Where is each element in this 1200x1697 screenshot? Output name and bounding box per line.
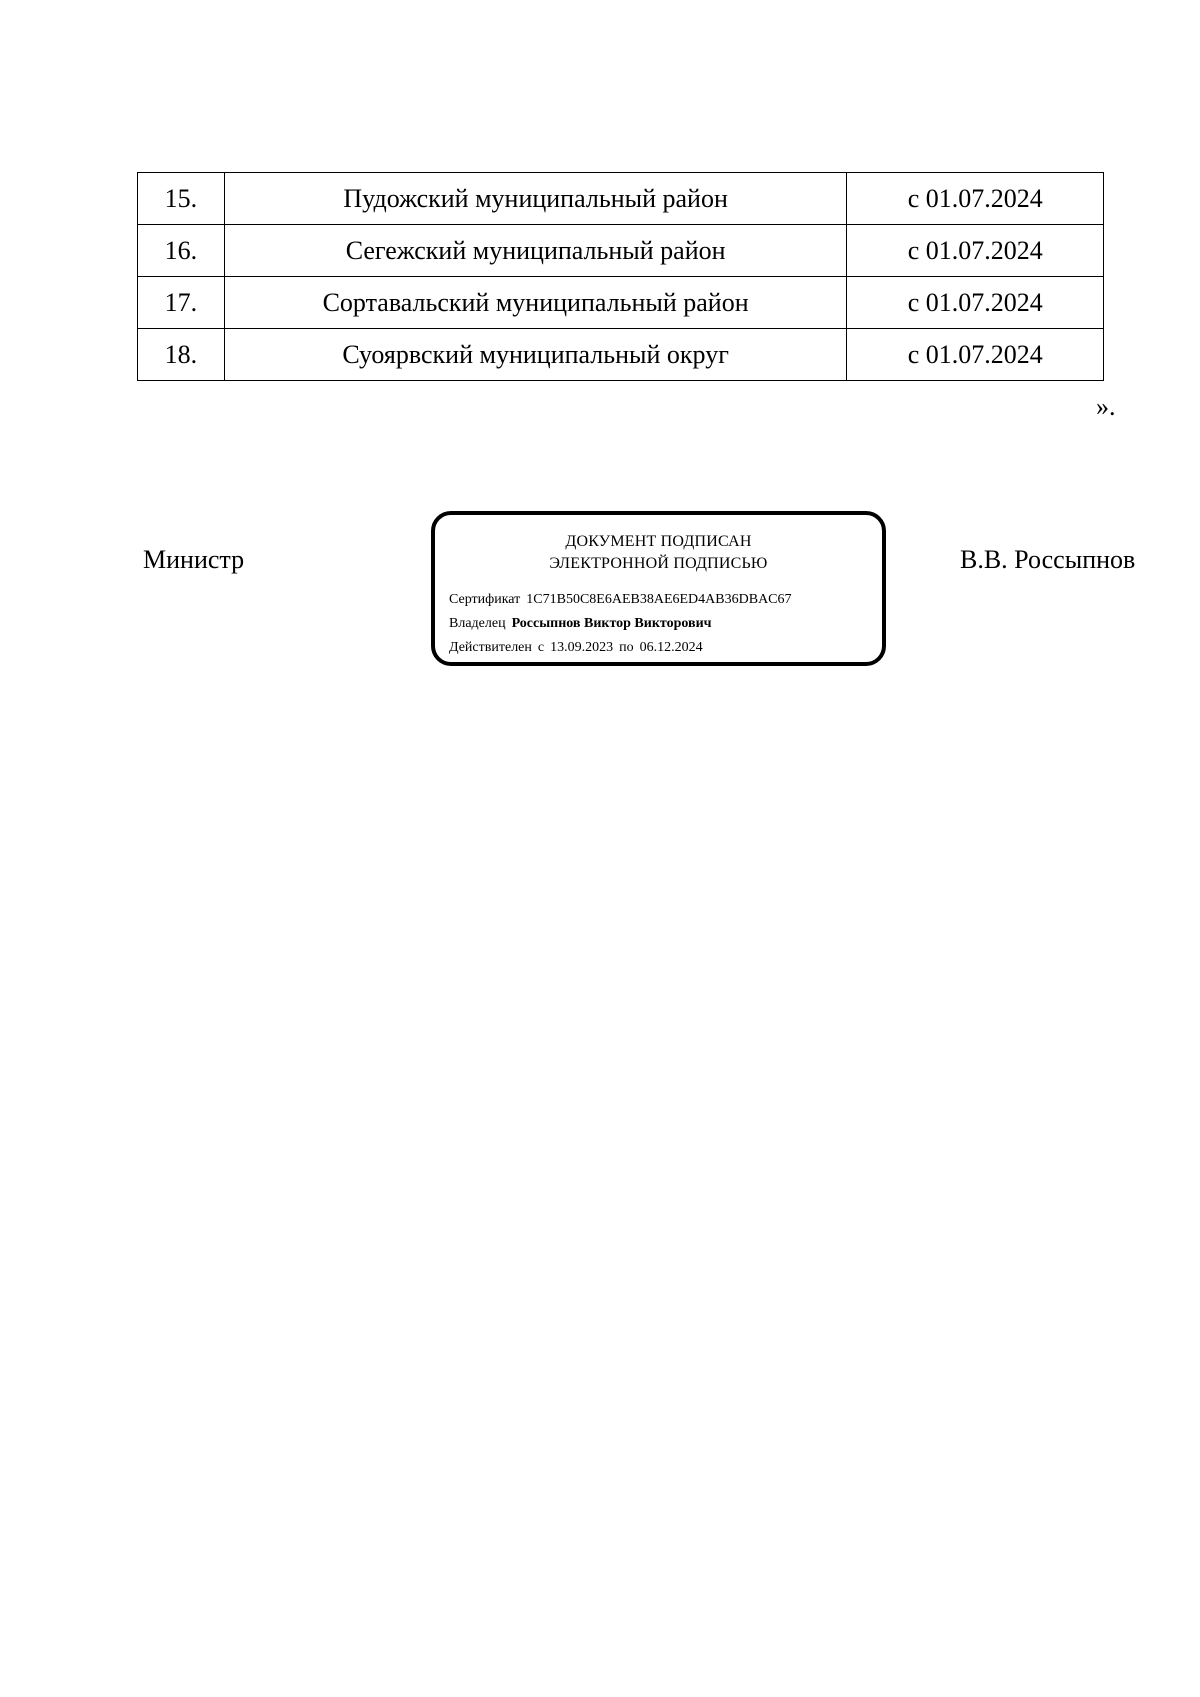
stamp-heading-line2: ЭЛЕКТРОННОЙ ПОДПИСЬЮ xyxy=(549,555,768,572)
stamp-owner xyxy=(449,616,712,632)
valid-to-prefix: по xyxy=(619,640,634,655)
stamp-heading-line1: ДОКУМЕНТ ПОДПИСАН xyxy=(565,533,752,550)
validity-label: Действителен xyxy=(449,640,532,655)
table-row xyxy=(138,225,1104,277)
municipality-name: Суоярвский муниципальный округ xyxy=(224,329,847,381)
certificate-value: 1C71B50C8E6AEB38AE6ED4AB36DBAC67 xyxy=(526,592,792,607)
municipality-table xyxy=(137,172,1104,381)
stamp-certificate xyxy=(449,592,792,608)
valid-from-date: 13.09.2023 xyxy=(550,640,614,655)
municipality-name: Сортавальский муниципальный район xyxy=(224,277,847,329)
table-row xyxy=(138,277,1104,329)
effective-date: с 01.07.2024 xyxy=(847,173,1104,225)
table-row xyxy=(138,173,1104,225)
certificate-label: Сертификат xyxy=(449,592,521,607)
owner-label: Владелец xyxy=(449,616,506,631)
table-row xyxy=(138,329,1104,381)
row-number: 15. xyxy=(138,173,225,225)
effective-date: с 01.07.2024 xyxy=(847,225,1104,277)
effective-date: с 01.07.2024 xyxy=(847,277,1104,329)
valid-to-date: 06.12.2024 xyxy=(639,640,703,655)
row-number: 16. xyxy=(138,225,225,277)
effective-date: с 01.07.2024 xyxy=(847,329,1104,381)
valid-from-prefix: с xyxy=(537,640,545,655)
municipality-name: Пудожский муниципальный район xyxy=(224,173,847,225)
row-number: 18. xyxy=(138,329,225,381)
signer-name: В.В. Россыпнов xyxy=(960,545,1136,574)
closing-quote: ». xyxy=(1096,392,1116,421)
row-number: 17. xyxy=(138,277,225,329)
signer-position: Министр xyxy=(143,545,245,574)
owner-value: Россыпнов Виктор Викторович xyxy=(511,616,712,631)
electronic-signature-stamp xyxy=(431,511,886,666)
stamp-validity xyxy=(449,640,703,656)
municipality-name: Сегежский муниципальный район xyxy=(224,225,847,277)
